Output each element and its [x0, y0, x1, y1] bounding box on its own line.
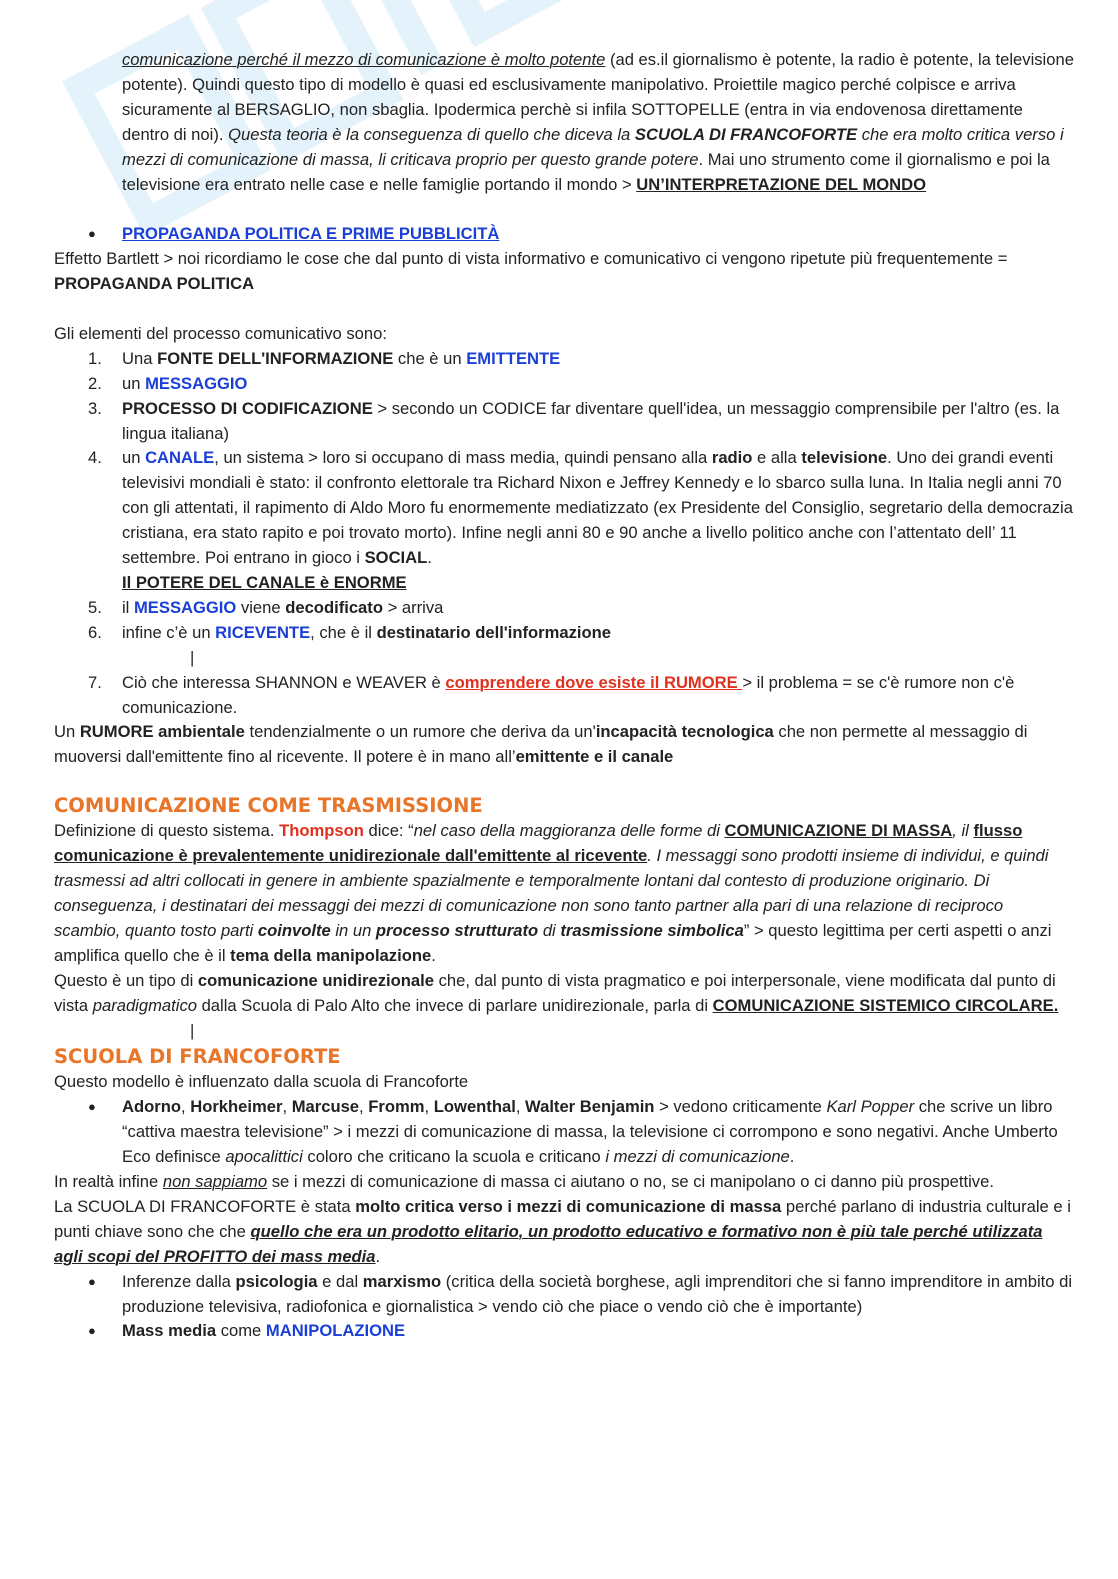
bullet-authors: ● Adorno, Horkheimer, Marcuse, Fromm, Lowenthal, Walter Benjamin > vedono criticamente Karl Popper che scrive un libro “cattiva maestra televisione” > i mezzi di comunicazione di massa, la televisione ci corrompono e sono negativi. Anche Umberto Eco definisce apocalittici coloro che criticano la scuola e criticano i mezzi di comunicazione. [88, 1097, 1058, 1167]
list-item: 2. un MESSAGGIO [88, 373, 248, 393]
list-item: 1. Una FONTE DELL'INFORMAZIONE che è un EMITTENTE [88, 348, 561, 368]
pipe-mark: | [190, 647, 195, 667]
list-item: 7. Ciò che interessa SHANNON e WEAVER è comprendere dove esiste il RUMORE > il problema = se c'è rumore non c'è comunicazione. [88, 672, 1015, 717]
list-item: 5. il MESSAGGIO viene decodificato > arriva [88, 597, 444, 617]
reality-paragraph: In realtà infine non sappiamo se i mezzi di comunicazione di massa ci aiutano o no, se ci manipolano o ci danno più prospettive. [54, 1172, 994, 1192]
bullet-propaganda: ● PROPAGANDA POLITICA E PRIME PUBBLICITÀ [88, 224, 500, 244]
list-item: 4. un CANALE, un sistema > loro si occupano di mass media, quindi pensano alla radio e alla televisione. Uno dei grandi eventi televisivi mondiali è stato: il confronto elettorale tra Richard Nixon e Jeffrey Kennedy e lo sbarco sulla luna. In Italia negli anni 70 con gli attentati, il rapimento di Aldo Moro fu enormemente mediatizzato (ex Presidente del Consiglio, segretario della democrazia cristiana, era stato rapito e poi trovato morto). Infine negli anni 80 e 90 anche a livello politico anche con l’attentato dell’ 11 settembre. Poi entrano in gioco i SOCIAL. Il POTERE DEL CANALE è ENORME [88, 448, 1073, 592]
document-body [54, 48, 1074, 1344]
francoforte-intro: Questo modello è influenzato dalla scuola di Francoforte [54, 1072, 469, 1092]
pipe-mark: | [190, 1020, 195, 1040]
process-list [54, 347, 1074, 721]
thompson-paragraph: Definizione di questo sistema. Thompson dice: “nel caso della maggioranza delle forme di COMUNICAZIONE DI MASSA, il flusso comunicazione è prevalentemente unidirezionale dall'emittente al ricevente. I messaggi sono prodotti insieme di individui, e quindi trasmessi ad altri collocati in genere in ambiente spazialmente e temporalmente lontani dal contesto di produzione originario. Di conseguenza, i destinatari dei messaggi dei mezzi di comunicazione non sono tanto partner alla pari di una relazione di reciproco scambio, quanto tosto parti coinvolte in un processo strutturato di trasmissione simbolica” > questo legittima per certi aspetti o anzi amplifica quello che è il tema della manipolazione. [54, 821, 1052, 965]
bullet-inferences: ● Inferenze dalla psicologia e dal marxismo (critica della società borghese, agli imprenditori che si fanno imprenditore in ambito di produzione televisiva, radiofonica e giornalistica > vendo ciò che piace o vendo ciò che è importante) [88, 1271, 1073, 1316]
heading-trasmissione: COMUNICAZIONE COME TRASMISSIONE [54, 794, 483, 818]
list-item: 3. PROCESSO DI CODIFICAZIONE > secondo un CODICE far diventare quell'idea, un messaggio comprensibile per l'altro (es. la lingua italiana) [88, 398, 1060, 443]
bullet-mass-media: ● Mass media come MANIPOLAZIONE [88, 1321, 406, 1341]
critique-paragraph: La SCUOLA DI FRANCOFORTE è stata molto critica verso i mezzi di comunicazione di massa perché parlano di industria culturale e i punti chiave sono che che quello che era un prodotto elitario, un prodotto educativo e formativo non è più tale perché utilizzata agli scopi del PROFITTO dei mass media. [54, 1196, 1071, 1266]
list-item: 6. infine c’è un RICEVENTE, che è il destinatario dell'informazione [88, 622, 612, 642]
heading-francoforte: SCUOLA DI FRANCOFORTE [54, 1045, 341, 1069]
bartlett-paragraph: Effetto Bartlett > noi ricordiamo le cose che dal punto di vista informativo e comunicativo ci vengono ripetute più frequentemente = PROPAGANDA POLITICA [54, 249, 1008, 294]
unidirectional-paragraph: Questo è un tipo di comunicazione unidirezionale che, dal punto di vista pragmatico e poi interpersonale, viene modificata dal punto di vista paradigmatico dalla Scuola di Palo Alto che invece di parlare unidirezionale, parla di COMUNICAZIONE SISTEMICO CIRCOLARE. [54, 970, 1059, 1015]
process-intro: Gli elementi del processo comunicativo sono: [54, 323, 387, 343]
noise-paragraph: Un RUMORE ambientale tendenzialmente o un rumore che deriva da un'incapacità tecnologica che non permette al messaggio di muoversi dall'emittente fino al ricevente. Il potere è in mano all’emittente e il canale [54, 722, 1028, 767]
intro-paragraph: comunicazione perché il mezzo di comunicazione è molto potente (ad es.il giornalismo è potente, la radio è potente, la televisione potente). Quindi questo tipo di modello è quasi ed esclusivamente manipolativo. Proiettile magico perché colpisce e arriva sicuramente al BERSAGLIO, non sbaglia. Ipodermica perchè si infila SOTTOPELLE (entra in via endovenosa direttamente dentro di noi). Questa teoria è la conseguenza di quello che diceva la SCUOLA DI FRANCOFORTE che era molto critica verso i mezzi di comunicazione di massa, li criticava proprio per questo grande potere. Mai uno strumento come il giornalismo e poi la televisione era entrato nelle case e nelle famiglie portando il mondo > UN’INTERPRETAZIONE DEL MONDO [122, 50, 1074, 194]
